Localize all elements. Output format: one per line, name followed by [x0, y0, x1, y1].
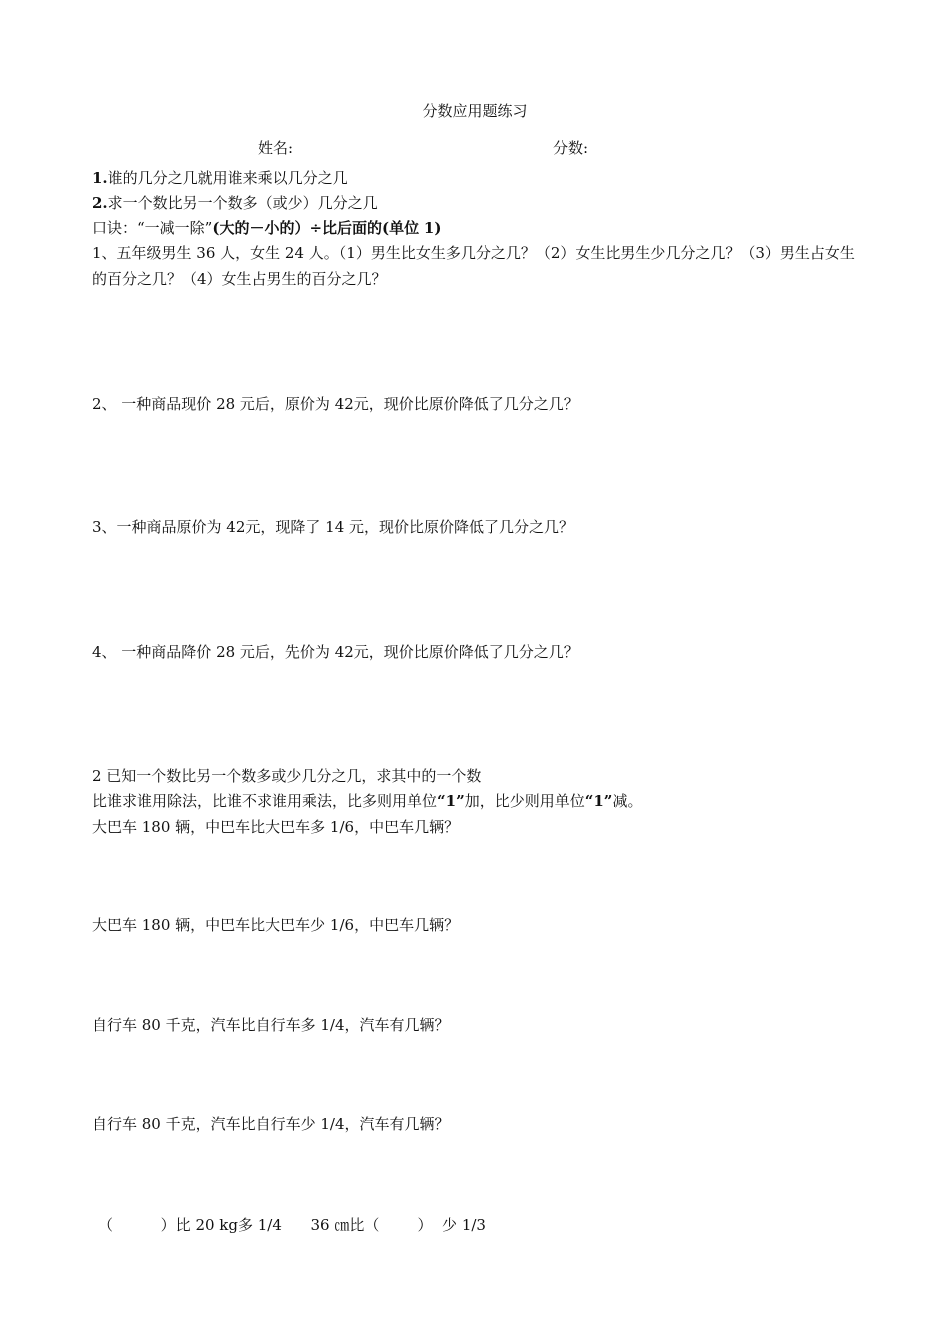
formula-line	[92, 216, 441, 240]
page-title: 分数应用题练习	[422, 102, 528, 120]
section2-rule-b: 加，比少则用单位	[464, 792, 585, 810]
rule-2-number: 2.	[92, 194, 108, 212]
formula-part1: (大的－小的）÷比后面的(单位	[212, 219, 420, 237]
question-4: 自行车 80 千克，汽车比自行车少 1/4，汽车有几辆？	[92, 1115, 450, 1133]
rule-2	[92, 191, 378, 215]
formula-prefix: 口诀：“一减一除”	[92, 219, 213, 237]
problem-3: 3、一种商品原价为 42元，现降了 14 元，现价比原价降低了几分之几？	[92, 518, 575, 536]
problem-4: 4、 一种商品降价 28 元后，先价为 42元，现价比原价降低了几分之几？	[92, 643, 579, 661]
section2-heading: 2 已知一个数比另一个数多或少几分之几，求其中的一个数	[92, 767, 482, 785]
formula-bold-end: 1)	[423, 219, 442, 237]
question-2: 大巴车 180 辆，中巴车比大巴车少 1/6，中巴车几辆？	[92, 916, 460, 934]
rule-1-number: 1.	[92, 169, 108, 187]
section2-rule-q2: “1”	[584, 792, 613, 810]
question-1: 大巴车 180 辆，中巴车比大巴车多 1/6，中巴车几辆？	[92, 818, 460, 836]
question-3: 自行车 80 千克，汽车比自行车多 1/4，汽车有几辆？	[92, 1016, 450, 1034]
section2-rule-a: 比谁求谁用除法，比谁不求谁用乘法，比多则用单位	[92, 792, 438, 810]
problem-2: 2、 一种商品现价 28 元后，原价为 42元，现价比原价降低了几分之几？	[92, 395, 579, 413]
rule-1-text: 谁的几分之几就用谁来乘以几分之几	[107, 169, 348, 187]
blanks-line: （ ）比 20 kg多 1/4 36 ㎝比（ ） 少 1/3	[98, 1216, 486, 1234]
section2-rule	[92, 789, 642, 813]
rule-1	[92, 166, 348, 190]
rule-2-text: 求一个数比另一个数多（或少）几分之几	[107, 194, 378, 212]
name-label: 姓名:	[258, 139, 294, 157]
section2-rule-c: 减。	[612, 792, 643, 810]
score-label: 分数:	[553, 139, 589, 157]
problem-1: 1、五年级男生 36 人，女生 24 人。（1）男生比女生多几分之几？（2）女生比男生少几分之几？（3）男生占女生的百分之几？（4）女生占男生的百分之几？	[92, 244, 855, 288]
section2-rule-q1: “1”	[437, 792, 465, 810]
